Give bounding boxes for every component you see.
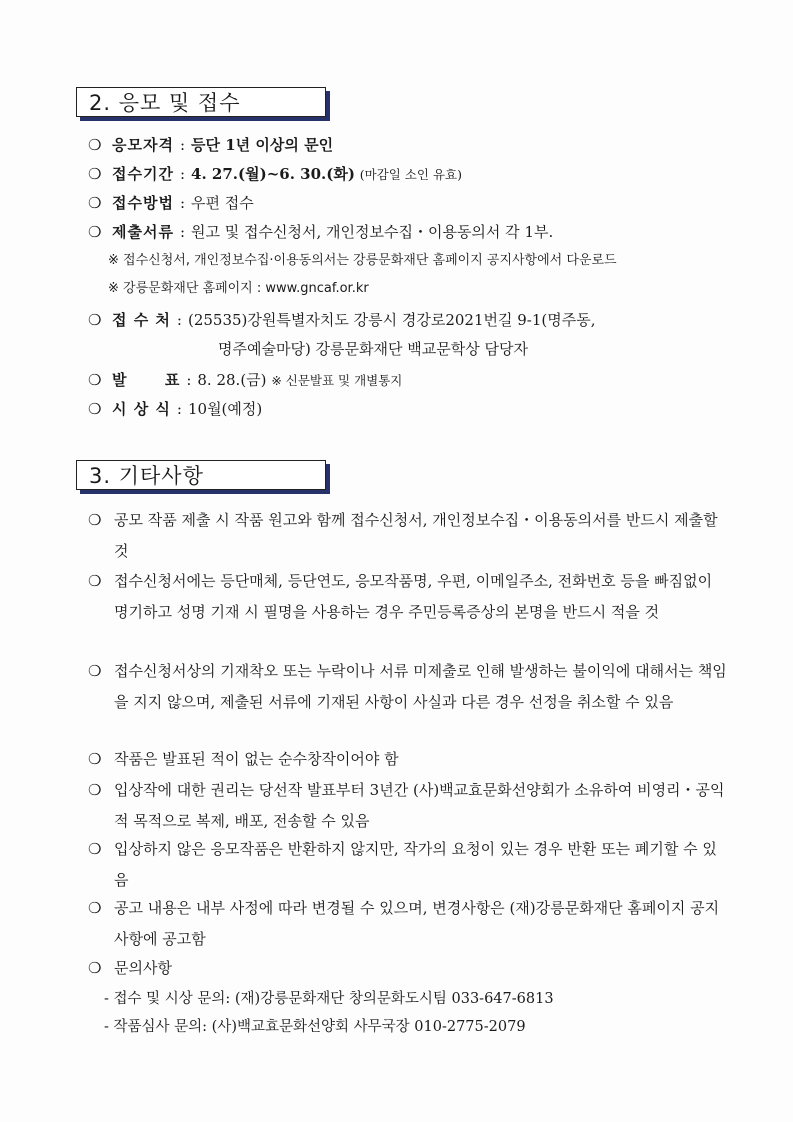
item-key: 접수방법	[112, 194, 174, 212]
item-key: 접 수 처	[112, 311, 171, 329]
section-3-heading: 3. 기타사항	[76, 460, 326, 490]
item-value: 원고 및 접수신청서, 개인정보수집・이용동의서 각 1부.	[191, 223, 554, 241]
list-item	[88, 505, 728, 567]
item-note: (마감일 소인 유효)	[359, 167, 462, 182]
item-value: 등단 1년 이상의 문인	[191, 136, 334, 154]
item-eligibility: ❍ 응모자격 : 등단 1년 이상의 문인	[88, 136, 334, 154]
contact-review: - 작품심사 문의: (사)백교효문화선양회 사무국장 010-2775-2079	[104, 1019, 526, 1035]
item-key: 응모자격	[112, 136, 174, 154]
item-method: ❍ 접수방법 : 우편 접수	[88, 194, 254, 212]
list-item	[88, 744, 728, 775]
contact-submission: - 접수 및 시상 문의: (재)강릉문화재단 창의문화도시팀 033-647-6813	[104, 991, 554, 1007]
paragraph-text: 접수신청서에는 등단매체, 등단연도, 응모작품명, 우편, 이메일주소, 전화번호 등을 빠짐없이 명기하고 성명 기재 시 필명을 사용하는 경우 주민등록증상의 본명을 반드시 적을 것	[114, 572, 713, 621]
item-ceremony: ❍ 시 상 식 : 10월(예정)	[88, 400, 263, 418]
list-item	[88, 953, 728, 984]
address-line-2: 명주예술마당) 강릉문화재단 백교문학상 담당자	[218, 340, 528, 358]
item-key: 접수기간	[112, 165, 174, 183]
bullet-icon: ❍	[88, 194, 102, 212]
item-key: 발 표	[112, 371, 181, 389]
item-documents: ❍ 제출서류 : 원고 및 접수신청서, 개인정보수집・이용동의서 각 1부.	[88, 223, 554, 241]
bullet-icon: ❍	[88, 899, 102, 917]
item-value: 4. 27.(월)~6. 30.(화)	[191, 165, 355, 183]
paragraph-text: 입상작에 대한 권리는 당선작 발표부터 3년간 (사)백교효문화선양회가 소유하여 비영리・공익적 목적으로 복제, 배포, 전송할 수 있음	[114, 781, 725, 830]
item-address: ❍ 접 수 처 : (25535)강원특별자치도 강릉시 경강로2021번길 9-1(명주동,	[88, 311, 596, 329]
bullet-icon: ❍	[88, 750, 102, 768]
section-2-heading: 2. 응모 및 접수	[76, 87, 326, 117]
bullet-icon: ❍	[88, 662, 102, 680]
item-value: 우편 접수	[191, 194, 254, 212]
bullet-icon: ❍	[88, 136, 102, 154]
bullet-icon: ❍	[88, 371, 102, 389]
list-item	[88, 566, 728, 628]
item-value: 10월(예정)	[187, 400, 263, 418]
paragraph-text: 공고 내용은 내부 사정에 따라 변경될 수 있으며, 변경사항은 (재)강릉문화재단 홈페이지 공지사항에 공고함	[114, 899, 720, 948]
list-item	[88, 893, 728, 955]
item-period: ❍ 접수기간 : 4. 27.(월)~6. 30.(화) (마감일 소인 유효)	[88, 165, 462, 183]
list-item	[88, 656, 728, 718]
bullet-icon: ❍	[88, 400, 102, 418]
item-key: 제출서류	[112, 223, 174, 241]
note-homepage: ※ 강릉문화재단 홈페이지 : www.gncaf.or.kr	[108, 281, 369, 296]
list-item	[88, 775, 728, 837]
item-key: 시 상 식	[112, 400, 171, 418]
bullet-icon: ❍	[88, 781, 102, 799]
paragraph-text: 공모 작품 제출 시 작품 원고와 함께 접수신청서, 개인정보수집・이용동의서를 반드시 제출할 것	[114, 511, 718, 560]
bullet-icon: ❍	[88, 840, 102, 858]
bullet-icon: ❍	[88, 311, 102, 329]
bullet-icon: ❍	[88, 511, 102, 529]
note-download: ※ 접수신청서, 개인정보수집·이용동의서는 강릉문화재단 홈페이지 공지사항에서 다운로드	[108, 253, 617, 268]
bullet-icon: ❍	[88, 223, 102, 241]
item-announce: ❍ 발 표 : 8. 28.(금) ※ 신문발표 및 개별통지	[88, 371, 403, 389]
paragraph-text: 입상하지 않은 응모작품은 반환하지 않지만, 작가의 요청이 있는 경우 반환 또는 폐기할 수 있음	[114, 840, 717, 889]
item-value: 8. 28.(금)	[197, 371, 267, 389]
list-item	[88, 834, 728, 896]
paragraph-text: 접수신청서상의 기재착오 또는 누락이나 서류 미제출로 인해 발생하는 불이익에 대해서는 책임을 지지 않으며, 제출된 서류에 기재된 사항이 사실과 다른 경우 선정을 취소할 수 있음	[114, 662, 727, 711]
address-line-1: (25535)강원특별자치도 강릉시 경강로2021번길 9-1(명주동,	[187, 311, 596, 329]
bullet-icon: ❍	[88, 959, 102, 977]
paragraph-text: 작품은 발표된 적이 없는 순수창작이어야 함	[114, 750, 399, 768]
bullet-icon: ❍	[88, 572, 102, 590]
bullet-icon: ❍	[88, 165, 102, 183]
item-note: ※ 신문발표 및 개별통지	[271, 373, 403, 388]
paragraph-text: 문의사항	[114, 959, 172, 977]
